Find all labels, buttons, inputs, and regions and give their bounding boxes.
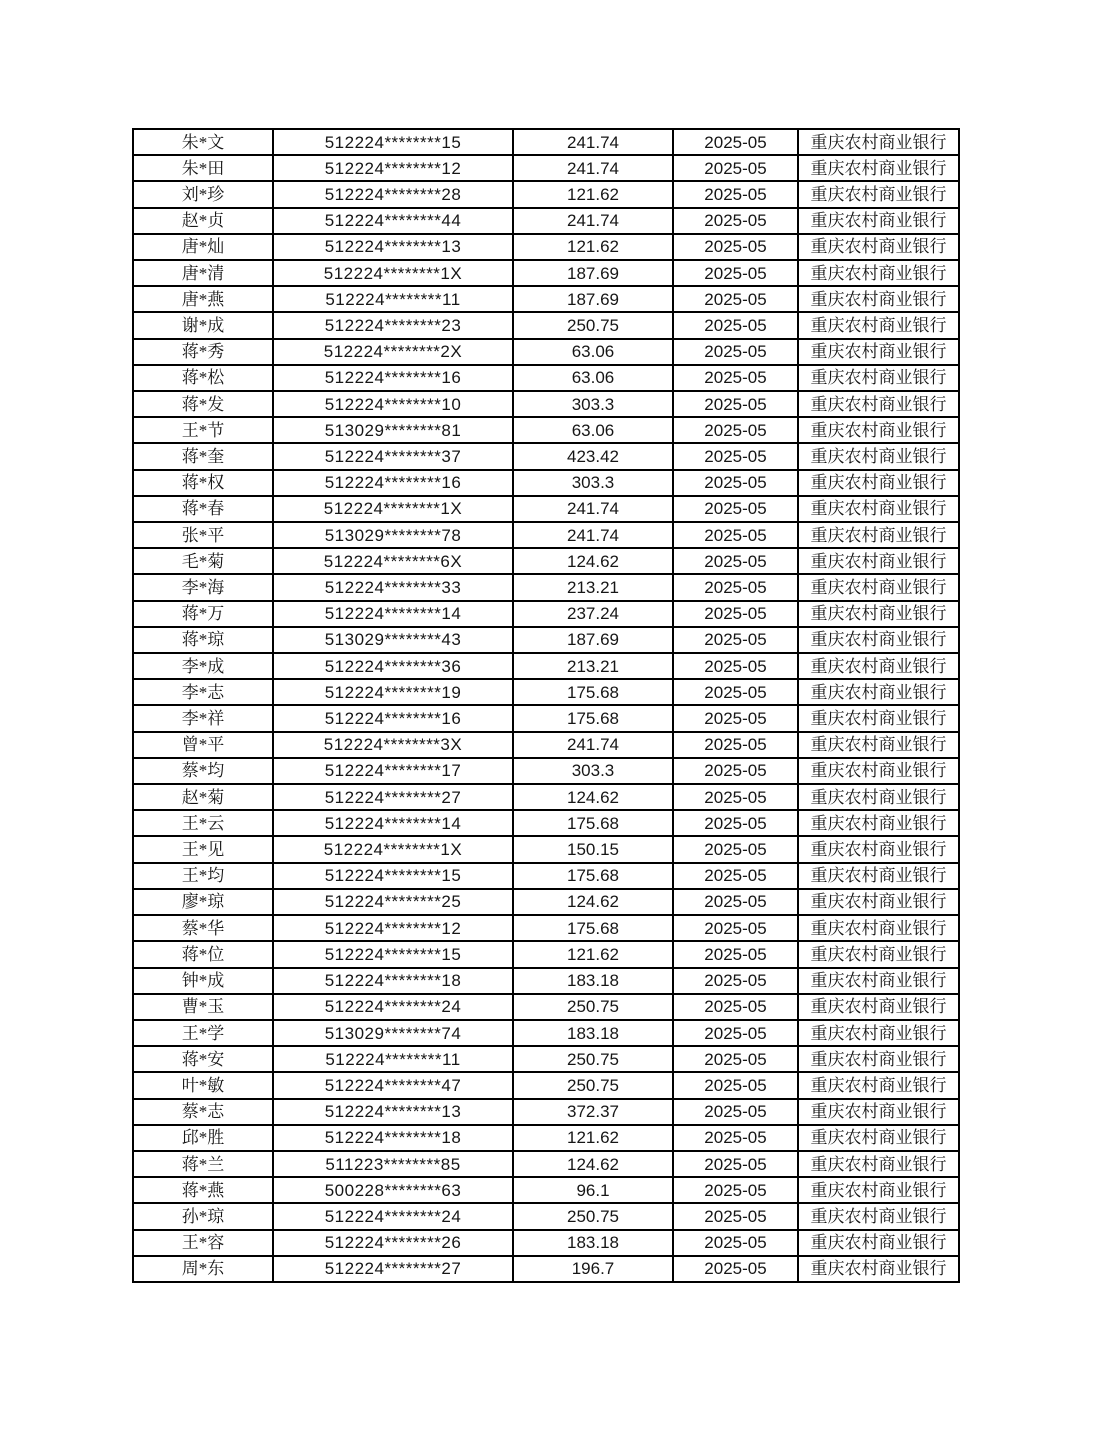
amount-cell: 303.3 (513, 470, 673, 496)
amount-cell: 121.62 (513, 234, 673, 260)
table-row (133, 1099, 959, 1125)
id-number-cell: 512224********15 (273, 129, 513, 155)
id-number-cell: 512224********6X (273, 548, 513, 574)
id-number-cell: 512224********16 (273, 365, 513, 391)
bank-cell: 重庆农村商业银行 (798, 1046, 959, 1072)
id-number-cell: 512224********14 (273, 810, 513, 836)
id-number-cell: 512224********27 (273, 784, 513, 810)
name-cell: 叶*敏 (133, 1072, 273, 1098)
month-cell: 2025-05 (673, 1203, 798, 1229)
month-cell: 2025-05 (673, 260, 798, 286)
table-row (133, 863, 959, 889)
table-row (133, 417, 959, 443)
bank-cell: 重庆农村商业银行 (798, 181, 959, 207)
amount-cell: 175.68 (513, 863, 673, 889)
month-cell: 2025-05 (673, 994, 798, 1020)
name-cell: 唐*燕 (133, 286, 273, 312)
table-row (133, 496, 959, 522)
bank-cell: 重庆农村商业银行 (798, 1099, 959, 1125)
id-number-cell: 512224********24 (273, 994, 513, 1020)
bank-cell: 重庆农村商业银行 (798, 391, 959, 417)
name-cell: 唐*清 (133, 260, 273, 286)
id-number-cell: 512224********12 (273, 915, 513, 941)
amount-cell: 183.18 (513, 1230, 673, 1256)
table-row (133, 705, 959, 731)
month-cell: 2025-05 (673, 653, 798, 679)
month-cell: 2025-05 (673, 522, 798, 548)
amount-cell: 250.75 (513, 1072, 673, 1098)
bank-cell: 重庆农村商业银行 (798, 810, 959, 836)
table-row (133, 758, 959, 784)
name-cell: 朱*田 (133, 155, 273, 181)
amount-cell: 63.06 (513, 339, 673, 365)
month-cell: 2025-05 (673, 1046, 798, 1072)
table-row (133, 679, 959, 705)
table-row (133, 1072, 959, 1098)
amount-cell: 121.62 (513, 941, 673, 967)
amount-cell: 124.62 (513, 784, 673, 810)
name-cell: 刘*珍 (133, 181, 273, 207)
bank-cell: 重庆农村商业银行 (798, 653, 959, 679)
id-number-cell: 512224********28 (273, 181, 513, 207)
table-row (133, 1177, 959, 1203)
name-cell: 李*志 (133, 679, 273, 705)
name-cell: 孙*琼 (133, 1203, 273, 1229)
month-cell: 2025-05 (673, 155, 798, 181)
table-row (133, 601, 959, 627)
id-number-cell: 511223********85 (273, 1151, 513, 1177)
bank-cell: 重庆农村商业银行 (798, 941, 959, 967)
bank-cell: 重庆农村商业银行 (798, 889, 959, 915)
id-number-cell: 512224********16 (273, 705, 513, 731)
id-number-cell: 512224********15 (273, 941, 513, 967)
bank-cell: 重庆农村商业银行 (798, 522, 959, 548)
table-row (133, 653, 959, 679)
month-cell: 2025-05 (673, 705, 798, 731)
name-cell: 周*东 (133, 1256, 273, 1282)
table-row (133, 260, 959, 286)
month-cell: 2025-05 (673, 836, 798, 862)
amount-cell: 121.62 (513, 181, 673, 207)
id-number-cell: 512224********13 (273, 1099, 513, 1125)
month-cell: 2025-05 (673, 968, 798, 994)
month-cell: 2025-05 (673, 810, 798, 836)
bank-cell: 重庆农村商业银行 (798, 1072, 959, 1098)
month-cell: 2025-05 (673, 627, 798, 653)
table-row (133, 889, 959, 915)
table-row (133, 915, 959, 941)
bank-cell: 重庆农村商业银行 (798, 129, 959, 155)
month-cell: 2025-05 (673, 758, 798, 784)
bank-cell: 重庆农村商业银行 (798, 863, 959, 889)
id-number-cell: 512224********16 (273, 470, 513, 496)
name-cell: 蒋*奎 (133, 443, 273, 469)
id-number-cell: 512224********18 (273, 1125, 513, 1151)
id-number-cell: 512224********3X (273, 732, 513, 758)
amount-cell: 124.62 (513, 548, 673, 574)
table-row (133, 574, 959, 600)
bank-cell: 重庆农村商业银行 (798, 784, 959, 810)
name-cell: 蒋*位 (133, 941, 273, 967)
amount-cell: 175.68 (513, 915, 673, 941)
month-cell: 2025-05 (673, 391, 798, 417)
id-number-cell: 512224********2X (273, 339, 513, 365)
bank-cell: 重庆农村商业银行 (798, 1151, 959, 1177)
amount-cell: 423.42 (513, 443, 673, 469)
month-cell: 2025-05 (673, 286, 798, 312)
name-cell: 蒋*燕 (133, 1177, 273, 1203)
bank-cell: 重庆农村商业银行 (798, 836, 959, 862)
amount-cell: 63.06 (513, 365, 673, 391)
bank-cell: 重庆农村商业银行 (798, 601, 959, 627)
table-row (133, 155, 959, 181)
bank-cell: 重庆农村商业银行 (798, 417, 959, 443)
name-cell: 毛*菊 (133, 548, 273, 574)
table-row (133, 181, 959, 207)
bank-cell: 重庆农村商业银行 (798, 758, 959, 784)
amount-cell: 213.21 (513, 574, 673, 600)
id-number-cell: 512224********37 (273, 443, 513, 469)
month-cell: 2025-05 (673, 1151, 798, 1177)
bank-cell: 重庆农村商业银行 (798, 286, 959, 312)
name-cell: 王*学 (133, 1020, 273, 1046)
amount-cell: 175.68 (513, 810, 673, 836)
name-cell: 曾*平 (133, 732, 273, 758)
id-number-cell: 512224********15 (273, 863, 513, 889)
bank-cell: 重庆农村商业银行 (798, 994, 959, 1020)
name-cell: 蒋*兰 (133, 1151, 273, 1177)
name-cell: 王*云 (133, 810, 273, 836)
name-cell: 蔡*均 (133, 758, 273, 784)
bank-cell: 重庆农村商业银行 (798, 1203, 959, 1229)
id-number-cell: 512224********14 (273, 601, 513, 627)
month-cell: 2025-05 (673, 679, 798, 705)
amount-cell: 250.75 (513, 312, 673, 338)
table-row (133, 810, 959, 836)
bank-cell: 重庆农村商业银行 (798, 679, 959, 705)
month-cell: 2025-05 (673, 784, 798, 810)
id-number-cell: 512224********13 (273, 234, 513, 260)
amount-cell: 183.18 (513, 1020, 673, 1046)
name-cell: 王*均 (133, 863, 273, 889)
amount-cell: 213.21 (513, 653, 673, 679)
name-cell: 蔡*华 (133, 915, 273, 941)
bank-cell: 重庆农村商业银行 (798, 1230, 959, 1256)
table-row (133, 470, 959, 496)
amount-cell: 183.18 (513, 968, 673, 994)
amount-cell: 187.69 (513, 286, 673, 312)
table-row (133, 234, 959, 260)
amount-cell: 250.75 (513, 994, 673, 1020)
id-number-cell: 512224********24 (273, 1203, 513, 1229)
table-row (133, 443, 959, 469)
amount-cell: 241.74 (513, 522, 673, 548)
month-cell: 2025-05 (673, 1072, 798, 1098)
bank-cell: 重庆农村商业银行 (798, 339, 959, 365)
name-cell: 赵*贞 (133, 208, 273, 234)
id-number-cell: 513029********74 (273, 1020, 513, 1046)
table-row (133, 365, 959, 391)
table-row (133, 732, 959, 758)
bank-cell: 重庆农村商业银行 (798, 574, 959, 600)
amount-cell: 241.74 (513, 155, 673, 181)
table-row (133, 994, 959, 1020)
id-number-cell: 512224********11 (273, 286, 513, 312)
id-number-cell: 512224********33 (273, 574, 513, 600)
name-cell: 蔡*志 (133, 1099, 273, 1125)
month-cell: 2025-05 (673, 915, 798, 941)
bank-cell: 重庆农村商业银行 (798, 627, 959, 653)
amount-cell: 303.3 (513, 758, 673, 784)
name-cell: 蒋*松 (133, 365, 273, 391)
amount-cell: 196.7 (513, 1256, 673, 1282)
table-row (133, 968, 959, 994)
amount-cell: 303.3 (513, 391, 673, 417)
month-cell: 2025-05 (673, 181, 798, 207)
id-number-cell: 512224********47 (273, 1072, 513, 1098)
bank-cell: 重庆农村商业银行 (798, 1256, 959, 1282)
month-cell: 2025-05 (673, 312, 798, 338)
bank-cell: 重庆农村商业银行 (798, 234, 959, 260)
month-cell: 2025-05 (673, 1020, 798, 1046)
table-row (133, 1256, 959, 1282)
amount-cell: 241.74 (513, 129, 673, 155)
name-cell: 唐*灿 (133, 234, 273, 260)
month-cell: 2025-05 (673, 574, 798, 600)
table-row (133, 836, 959, 862)
name-cell: 曹*玉 (133, 994, 273, 1020)
month-cell: 2025-05 (673, 1256, 798, 1282)
name-cell: 蒋*春 (133, 496, 273, 522)
month-cell: 2025-05 (673, 208, 798, 234)
table-row (133, 1230, 959, 1256)
id-number-cell: 512224********26 (273, 1230, 513, 1256)
month-cell: 2025-05 (673, 732, 798, 758)
payment-table (132, 128, 960, 1283)
name-cell: 蒋*秀 (133, 339, 273, 365)
amount-cell: 187.69 (513, 627, 673, 653)
amount-cell: 121.62 (513, 1125, 673, 1151)
name-cell: 张*平 (133, 522, 273, 548)
table-row (133, 1203, 959, 1229)
name-cell: 李*海 (133, 574, 273, 600)
name-cell: 蒋*发 (133, 391, 273, 417)
amount-cell: 63.06 (513, 417, 673, 443)
id-number-cell: 512224********27 (273, 1256, 513, 1282)
name-cell: 廖*琼 (133, 889, 273, 915)
bank-cell: 重庆农村商业银行 (798, 915, 959, 941)
id-number-cell: 512224********17 (273, 758, 513, 784)
id-number-cell: 500228********63 (273, 1177, 513, 1203)
amount-cell: 372.37 (513, 1099, 673, 1125)
amount-cell: 237.24 (513, 601, 673, 627)
id-number-cell: 512224********44 (273, 208, 513, 234)
month-cell: 2025-05 (673, 365, 798, 391)
id-number-cell: 512224********1X (273, 836, 513, 862)
name-cell: 李*祥 (133, 705, 273, 731)
month-cell: 2025-05 (673, 941, 798, 967)
id-number-cell: 513029********43 (273, 627, 513, 653)
month-cell: 2025-05 (673, 863, 798, 889)
table-row (133, 941, 959, 967)
table-row (133, 391, 959, 417)
month-cell: 2025-05 (673, 443, 798, 469)
bank-cell: 重庆农村商业银行 (798, 260, 959, 286)
table-row (133, 1046, 959, 1072)
amount-cell: 187.69 (513, 260, 673, 286)
id-number-cell: 512224********19 (273, 679, 513, 705)
bank-cell: 重庆农村商业银行 (798, 496, 959, 522)
name-cell: 蒋*琼 (133, 627, 273, 653)
month-cell: 2025-05 (673, 129, 798, 155)
table-row (133, 208, 959, 234)
month-cell: 2025-05 (673, 1099, 798, 1125)
amount-cell: 175.68 (513, 705, 673, 731)
month-cell: 2025-05 (673, 1125, 798, 1151)
id-number-cell: 512224********10 (273, 391, 513, 417)
id-number-cell: 512224********36 (273, 653, 513, 679)
month-cell: 2025-05 (673, 234, 798, 260)
amount-cell: 124.62 (513, 889, 673, 915)
name-cell: 王*节 (133, 417, 273, 443)
table-row (133, 548, 959, 574)
name-cell: 谢*成 (133, 312, 273, 338)
name-cell: 朱*文 (133, 129, 273, 155)
bank-cell: 重庆农村商业银行 (798, 312, 959, 338)
bank-cell: 重庆农村商业银行 (798, 470, 959, 496)
id-number-cell: 513029********78 (273, 522, 513, 548)
bank-cell: 重庆农村商业银行 (798, 155, 959, 181)
bank-cell: 重庆农村商业银行 (798, 443, 959, 469)
table-row (133, 339, 959, 365)
month-cell: 2025-05 (673, 1230, 798, 1256)
month-cell: 2025-05 (673, 417, 798, 443)
id-number-cell: 512224********1X (273, 496, 513, 522)
bank-cell: 重庆农村商业银行 (798, 208, 959, 234)
id-number-cell: 512224********23 (273, 312, 513, 338)
amount-cell: 250.75 (513, 1203, 673, 1229)
amount-cell: 241.74 (513, 208, 673, 234)
name-cell: 赵*菊 (133, 784, 273, 810)
table-row (133, 784, 959, 810)
amount-cell: 150.15 (513, 836, 673, 862)
name-cell: 蒋*万 (133, 601, 273, 627)
table-row (133, 312, 959, 338)
month-cell: 2025-05 (673, 889, 798, 915)
amount-cell: 241.74 (513, 496, 673, 522)
month-cell: 2025-05 (673, 470, 798, 496)
bank-cell: 重庆农村商业银行 (798, 1125, 959, 1151)
bank-cell: 重庆农村商业银行 (798, 705, 959, 731)
amount-cell: 241.74 (513, 732, 673, 758)
table-row (133, 627, 959, 653)
month-cell: 2025-05 (673, 601, 798, 627)
month-cell: 2025-05 (673, 339, 798, 365)
amount-cell: 96.1 (513, 1177, 673, 1203)
table-row (133, 286, 959, 312)
table-row (133, 1125, 959, 1151)
name-cell: 王*见 (133, 836, 273, 862)
id-number-cell: 512224********11 (273, 1046, 513, 1072)
table-row (133, 522, 959, 548)
name-cell: 邱*胜 (133, 1125, 273, 1151)
amount-cell: 124.62 (513, 1151, 673, 1177)
table-row (133, 1151, 959, 1177)
id-number-cell: 512224********12 (273, 155, 513, 181)
name-cell: 蒋*权 (133, 470, 273, 496)
name-cell: 王*容 (133, 1230, 273, 1256)
month-cell: 2025-05 (673, 548, 798, 574)
id-number-cell: 512224********25 (273, 889, 513, 915)
bank-cell: 重庆农村商业银行 (798, 1020, 959, 1046)
bank-cell: 重庆农村商业银行 (798, 968, 959, 994)
id-number-cell: 512224********1X (273, 260, 513, 286)
month-cell: 2025-05 (673, 496, 798, 522)
name-cell: 钟*成 (133, 968, 273, 994)
bank-cell: 重庆农村商业银行 (798, 365, 959, 391)
month-cell: 2025-05 (673, 1177, 798, 1203)
bank-cell: 重庆农村商业银行 (798, 548, 959, 574)
table-row (133, 129, 959, 155)
table-row (133, 1020, 959, 1046)
amount-cell: 175.68 (513, 679, 673, 705)
name-cell: 李*成 (133, 653, 273, 679)
amount-cell: 250.75 (513, 1046, 673, 1072)
name-cell: 蒋*安 (133, 1046, 273, 1072)
bank-cell: 重庆农村商业银行 (798, 1177, 959, 1203)
bank-cell: 重庆农村商业银行 (798, 732, 959, 758)
id-number-cell: 512224********18 (273, 968, 513, 994)
id-number-cell: 513029********81 (273, 417, 513, 443)
payment-table-body (133, 129, 959, 1282)
